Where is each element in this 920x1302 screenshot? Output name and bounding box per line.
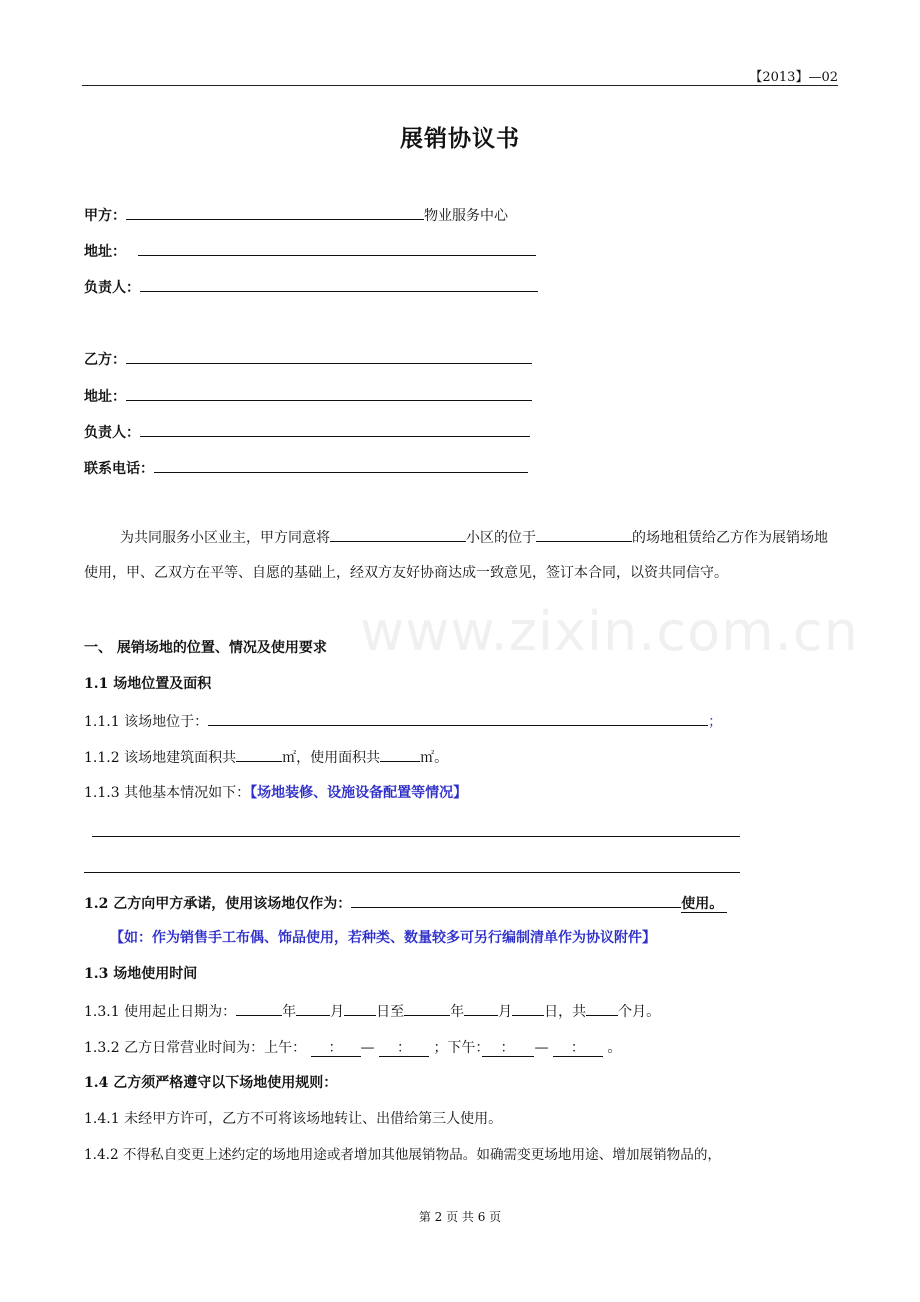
clause-1-1-2-text-b: ㎡，使用面积共 [282,750,381,766]
location-blank [536,526,632,542]
community-blank [330,526,466,542]
months-label: 个月。 [618,1004,661,1020]
pm-start-colon: ： [500,1040,515,1056]
clause-1-4-1: 1.4.1 未经甲方许可，乙方不可将该场地转让、出借给第三人使用。 [84,1111,503,1127]
usage-purpose-blank [351,892,681,908]
end-day-blank [512,1000,544,1016]
building-area-blank [236,746,282,762]
pm-dash: — [534,1040,549,1056]
clause-1-1-1-text: 1.1.1 该场地位于： [84,714,209,730]
site-location-blank [208,710,708,726]
page-footer: 第 2 页 共 6 页 [418,1210,502,1224]
party-a-label: 甲方： [84,208,126,224]
usable-area-blank [380,746,420,762]
party-b-name-blank [126,348,532,364]
clause-1-1-3-note: 【场地装修、设施设备配置等情况】 [250,785,468,801]
clause-1-1-3-text: 1.1.3 其他基本情况如下： [84,785,251,801]
party-a-person-row [84,276,538,298]
day-to-label: 日至 [376,1004,405,1020]
party-b-phone-label: 联系电话： [84,461,154,477]
start-day-blank [344,1000,376,1016]
year-label-2: 年 [450,1004,465,1020]
clause-1-1-3 [84,783,467,803]
total-months-blank [586,1000,618,1016]
clause-1-2-note: 【如：作为销售手工布偶、饰品使用，若种类、数量较多可另行编制清单作为协议附件】 [110,930,656,946]
party-a-name-blank [126,204,424,220]
intro-paragraph [84,521,838,591]
blank-line-1 [92,836,740,837]
party-b-person-label: 负责人： [84,425,140,441]
clause-1-1-2-text-a: 1.1.2 该场地建筑面积共 [84,750,237,766]
clause-1-3-1 [84,1000,660,1022]
party-a-address-label: 地址： [84,244,126,260]
section-1-heading: 一、 展销场地的位置、情况及使用要求 [84,640,327,656]
section-1-4-heading: 1.4 乙方须严格遵守以下场地使用规则： [84,1075,338,1091]
party-b-address-row [84,385,532,407]
am-start-colon: ： [328,1040,343,1056]
clause-1-2-text: 1.2 乙方向甲方承诺，使用该场地仅作为： [84,896,352,912]
party-a-suffix: 物业服务中心 [424,208,508,224]
blank-line-2 [84,872,740,873]
clause-1-3-2-end: 。 [607,1040,622,1056]
party-a-person-label: 负责人： [84,280,140,296]
pm-end-colon: ： [570,1040,585,1056]
start-year-blank [236,1000,282,1016]
intro-text-1: 为共同服务小区业主，甲方同意将 [120,530,330,546]
party-b-person-blank [140,421,530,437]
party-b-label: 乙方： [84,352,126,368]
clause-1-3-2 [84,1038,621,1058]
clause-1-4-2: 1.4.2 不得私自变更上述约定的场地用途或者增加其他展销物品。如确需变更场地用途、增加展销物品的， [84,1147,722,1163]
month-label-2: 月 [498,1004,513,1020]
am-end-colon: ： [396,1040,411,1056]
start-month-blank [296,1000,330,1016]
clause-1-3-1-text: 1.3.1 使用起止日期为： [84,1004,237,1020]
party-a-address-blank [138,240,536,256]
party-b-row [84,348,532,370]
section-1-3-heading: 1.3 场地使用时间 [84,966,198,982]
party-b-person-row [84,421,530,443]
party-a-row [84,204,508,226]
party-a-person-blank [140,276,538,292]
clause-1-1-1 [84,710,722,732]
clause-1-1-2-text-c: ㎡。 [420,750,449,766]
month-label-1: 月 [330,1004,345,1020]
clause-1-2 [84,892,727,914]
pm-label: ；下午： [433,1040,483,1056]
day-total-label: 日，共 [544,1004,587,1020]
document-title: 展销协议书 [400,125,520,152]
intro-text-2: 小区的位于 [466,530,536,546]
party-a-address-row [84,240,536,262]
clause-1-2-end: 使用。 [681,896,727,913]
clause-1-1-1-end: ； [708,714,723,730]
party-b-address-label: 地址： [84,389,126,405]
header-divider [82,85,838,86]
year-label-1: 年 [282,1004,297,1020]
party-b-phone-row [84,457,528,479]
document-code: 【2013】—02 [749,70,838,85]
intro-text-3: 的场地租赁给乙方作为展销场地使用，甲、乙双方在平等、自愿的基础上，经双方友好协商达成一致意见，签订本合同，以资共同信守。 [84,530,828,581]
watermark: www.zixin.com.cn [360,600,859,663]
end-month-blank [464,1000,498,1016]
end-year-blank [404,1000,450,1016]
clause-1-1-2 [84,746,448,768]
party-b-address-blank [126,385,532,401]
am-dash: — [360,1040,375,1056]
clause-1-3-2-text: 1.3.2 乙方日常营业时间为：上午： [84,1040,307,1056]
party-b-phone-blank [154,457,528,473]
section-1-1-heading: 1.1 场地位置及面积 [84,676,212,692]
